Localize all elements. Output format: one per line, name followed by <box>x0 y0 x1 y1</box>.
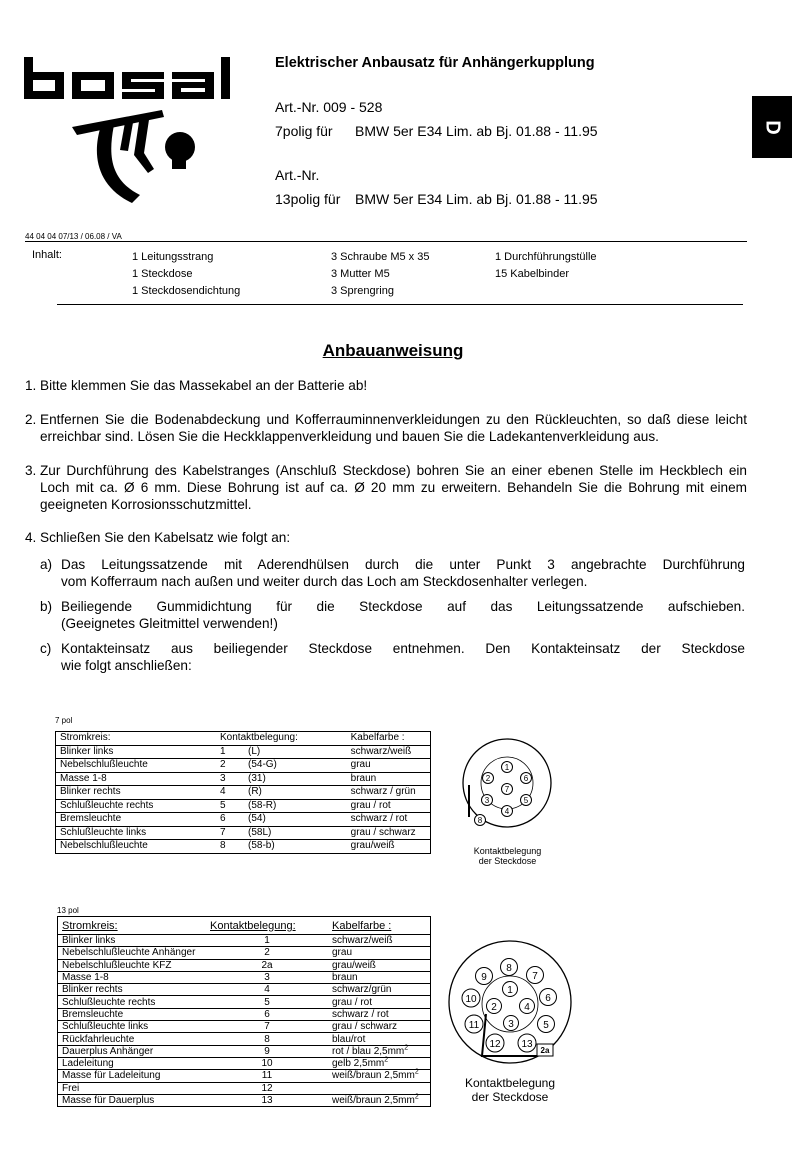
table-row: Nebelschlußleuchte 2 (54-G) grau <box>56 759 431 773</box>
pin-label: 7 <box>504 785 510 794</box>
vehicle-13: BMW 5er E34 Lim. ab Bj. 01.88 - 11.95 <box>355 191 598 207</box>
table-row: Blinker rechts 4 schwarz/grün <box>58 984 431 996</box>
document-title: Elektrischer Anbausatz für Anhängerkupplung <box>275 55 595 71</box>
pin-label: 12 <box>489 1039 501 1050</box>
socket-diagram-13 <box>442 940 582 1070</box>
table-row: Bremsleuchte 6 (54) schwarz / rot <box>56 813 431 827</box>
table-row: Blinker rechts 4 (R) schwarz / grün <box>56 786 431 800</box>
contents-label: Inhalt: <box>32 249 62 261</box>
pin-label: 7 <box>532 971 538 982</box>
table-header-row <box>58 917 431 935</box>
contents-col1 <box>132 249 240 300</box>
contents-item: 3 Sprengring <box>331 285 394 297</box>
table-row: Frei 12 <box>58 1082 431 1094</box>
table-row: Bremsleuchte 6 schwarz / rot <box>58 1008 431 1020</box>
pin-label: 2 <box>485 774 491 783</box>
contents-item: 1 Leitungsstrang <box>132 251 214 263</box>
pin-label: 11 <box>468 1020 480 1031</box>
substep-a: a) Das Leitungssatzende mit Aderendhülsen durch die unter Punkt 3 angebrachte Durchführung vom Kofferraum nach außen und weiter durch das Loch am Steckdosenhalter verlegen. <box>40 557 745 589</box>
contents-item: 1 Steckdose <box>132 268 193 280</box>
pin-label: 8 <box>477 816 483 825</box>
table-header-row <box>56 732 431 746</box>
step-1: 1. Bitte klemmen Sie das Massekabel an der Batterie ab! <box>25 378 368 393</box>
table-row: Schlußleuchte rechts 5 (58-R) grau / rot <box>56 799 431 813</box>
language-tab: D <box>752 96 792 158</box>
header-pin: Kontaktbelegung: <box>220 732 298 744</box>
table-row: Nebelschlußleuchte Anhänger 2 grau <box>58 947 431 959</box>
table-row: Schlußleuchte links 7 (58L) grau / schwarz <box>56 826 431 840</box>
divider <box>25 241 747 242</box>
pin-table-7 <box>55 731 431 854</box>
pin-table-13 <box>57 916 431 1107</box>
contents-item: 15 Kabelbinder <box>495 268 570 280</box>
pin-label: 9 <box>481 972 487 983</box>
diagram7-caption: Kontaktbelegung der Steckdose <box>473 846 542 866</box>
bosal-logo <box>22 55 252 210</box>
step-3: 3. Zur Durchführung des Kabelstranges (Anschluß Steckdose) bohren Sie an einer ebenen Stelle im Heckblech ein Loch mit ca. Ø 6 mm. Diese Bohrung ist auf ca. Ø 20 mm zu erweitern. Behandeln Sie die Bohrung mit einem geeigneten Korrosionsschutzmittel. <box>25 463 747 512</box>
diagram13-caption: Kontaktbelegung der Steckdose <box>464 1076 556 1104</box>
table-row: Nebelschlußleuchte KFZ 2a grau/weiß <box>58 959 431 971</box>
pin-label: 6 <box>545 993 551 1004</box>
contents-col2 <box>331 249 429 300</box>
table7-label: 7 pol <box>55 716 73 725</box>
pin-label: 1 <box>507 985 513 996</box>
table-row: Masse für Ladeleitung 11 weiß/braun $2,5mm^2$ <box>58 1070 431 1082</box>
divider <box>57 304 743 305</box>
header-color: Kabelfarbe : <box>332 919 392 932</box>
contents-item: 3 Schraube M5 x 35 <box>331 251 430 263</box>
pin-label: 5 <box>523 796 529 805</box>
contents-col3 <box>495 249 597 283</box>
step-4: 4. Schließen Sie den Kabelsatz wie folgt an: <box>25 530 291 545</box>
pin-label: 10 <box>465 994 477 1005</box>
step-2: 2. Entfernen Sie die Bodenabdeckung und Kofferrauminnenverkleidungen zu den Rückleuchten, so daß diese leicht erreichbar sind. Lösen Sie die Heckklappenverkleidung und bauen Sie die Ladekantenverkleidung aus. <box>25 412 747 444</box>
vehicle-7: BMW 5er E34 Lim. ab Bj. 01.88 - 11.95 <box>355 123 598 139</box>
table-row: Schlußleuchte links 7 grau / schwarz <box>58 1021 431 1033</box>
contents-item: 1 Durchführungstülle <box>495 251 597 263</box>
table-row: Masse für Dauerplus 13 weiß/braun $2,5mm^2$ <box>58 1094 431 1106</box>
article-number-2: Art.-Nr. <box>275 167 320 183</box>
pin-label: 4 <box>504 807 510 816</box>
table-row: Nebelschlußleuchte 8 (58-b) grau/weiß <box>56 840 431 854</box>
table-row: Schlußleuchte rechts 5 grau / rot <box>58 996 431 1008</box>
contents-item: 3 Mutter M5 <box>331 268 390 280</box>
pin-label: 2 <box>491 1002 497 1013</box>
header-circuit: Stromkreis: <box>62 919 118 932</box>
table-row: Blinker links 1 schwarz/weiß <box>58 935 431 947</box>
header-color: Kabelfarbe : <box>350 732 405 744</box>
pin-label: 3 <box>484 796 490 805</box>
article-number: Art.-Nr. 009 - 528 <box>275 99 383 115</box>
section-title: Anbauanweisung <box>322 341 464 360</box>
pin-label: 13 <box>521 1039 533 1050</box>
header-circuit: Stromkreis: <box>60 732 111 744</box>
contents-item: 1 Steckdosendichtung <box>132 285 241 297</box>
poles-7-label: 7polig für <box>275 123 333 139</box>
table-row: Blinker links 1 (L) schwarz/weiß <box>56 745 431 759</box>
table-row: Dauerplus Anhänger 9 rot / blau $2,5mm^2$ <box>58 1045 431 1057</box>
pin-label: 4 <box>524 1002 530 1013</box>
doc-number: 44 04 04 07/13 / 06.08 / VA <box>25 232 122 241</box>
table13-label: 13 pol <box>57 906 79 915</box>
pin-label: 8 <box>506 963 512 974</box>
pin-label: 2a <box>540 1046 550 1055</box>
socket-diagram-7 <box>455 737 560 829</box>
table-row: Masse 1-8 3 braun <box>58 971 431 983</box>
pin-label: 1 <box>504 763 510 772</box>
poles-13-label: 13polig für <box>275 191 341 207</box>
header-pin: Kontaktbelegung: <box>210 919 296 932</box>
pin-label: 5 <box>543 1020 549 1031</box>
table-row: Masse 1-8 3 (31) braun <box>56 772 431 786</box>
substep-c: c) Kontakteinsatz aus beiliegender Steckdose entnehmen. Den Kontakteinsatz der Steckdose wie folgt anschließen: <box>40 641 745 673</box>
pin-label: 6 <box>523 774 529 783</box>
pin-label: 3 <box>508 1019 514 1030</box>
substep-b: b) Beiliegende Gummidichtung für die Steckdose auf das Leitungssatzende aufschieben. (Geeignetes Gleitmittel verwenden!) <box>40 599 745 631</box>
table-row: Rückfahrleuchte 8 blau/rot <box>58 1033 431 1045</box>
table-row: Ladeleitung 10 gelb $2,5mm^2$ <box>58 1057 431 1069</box>
